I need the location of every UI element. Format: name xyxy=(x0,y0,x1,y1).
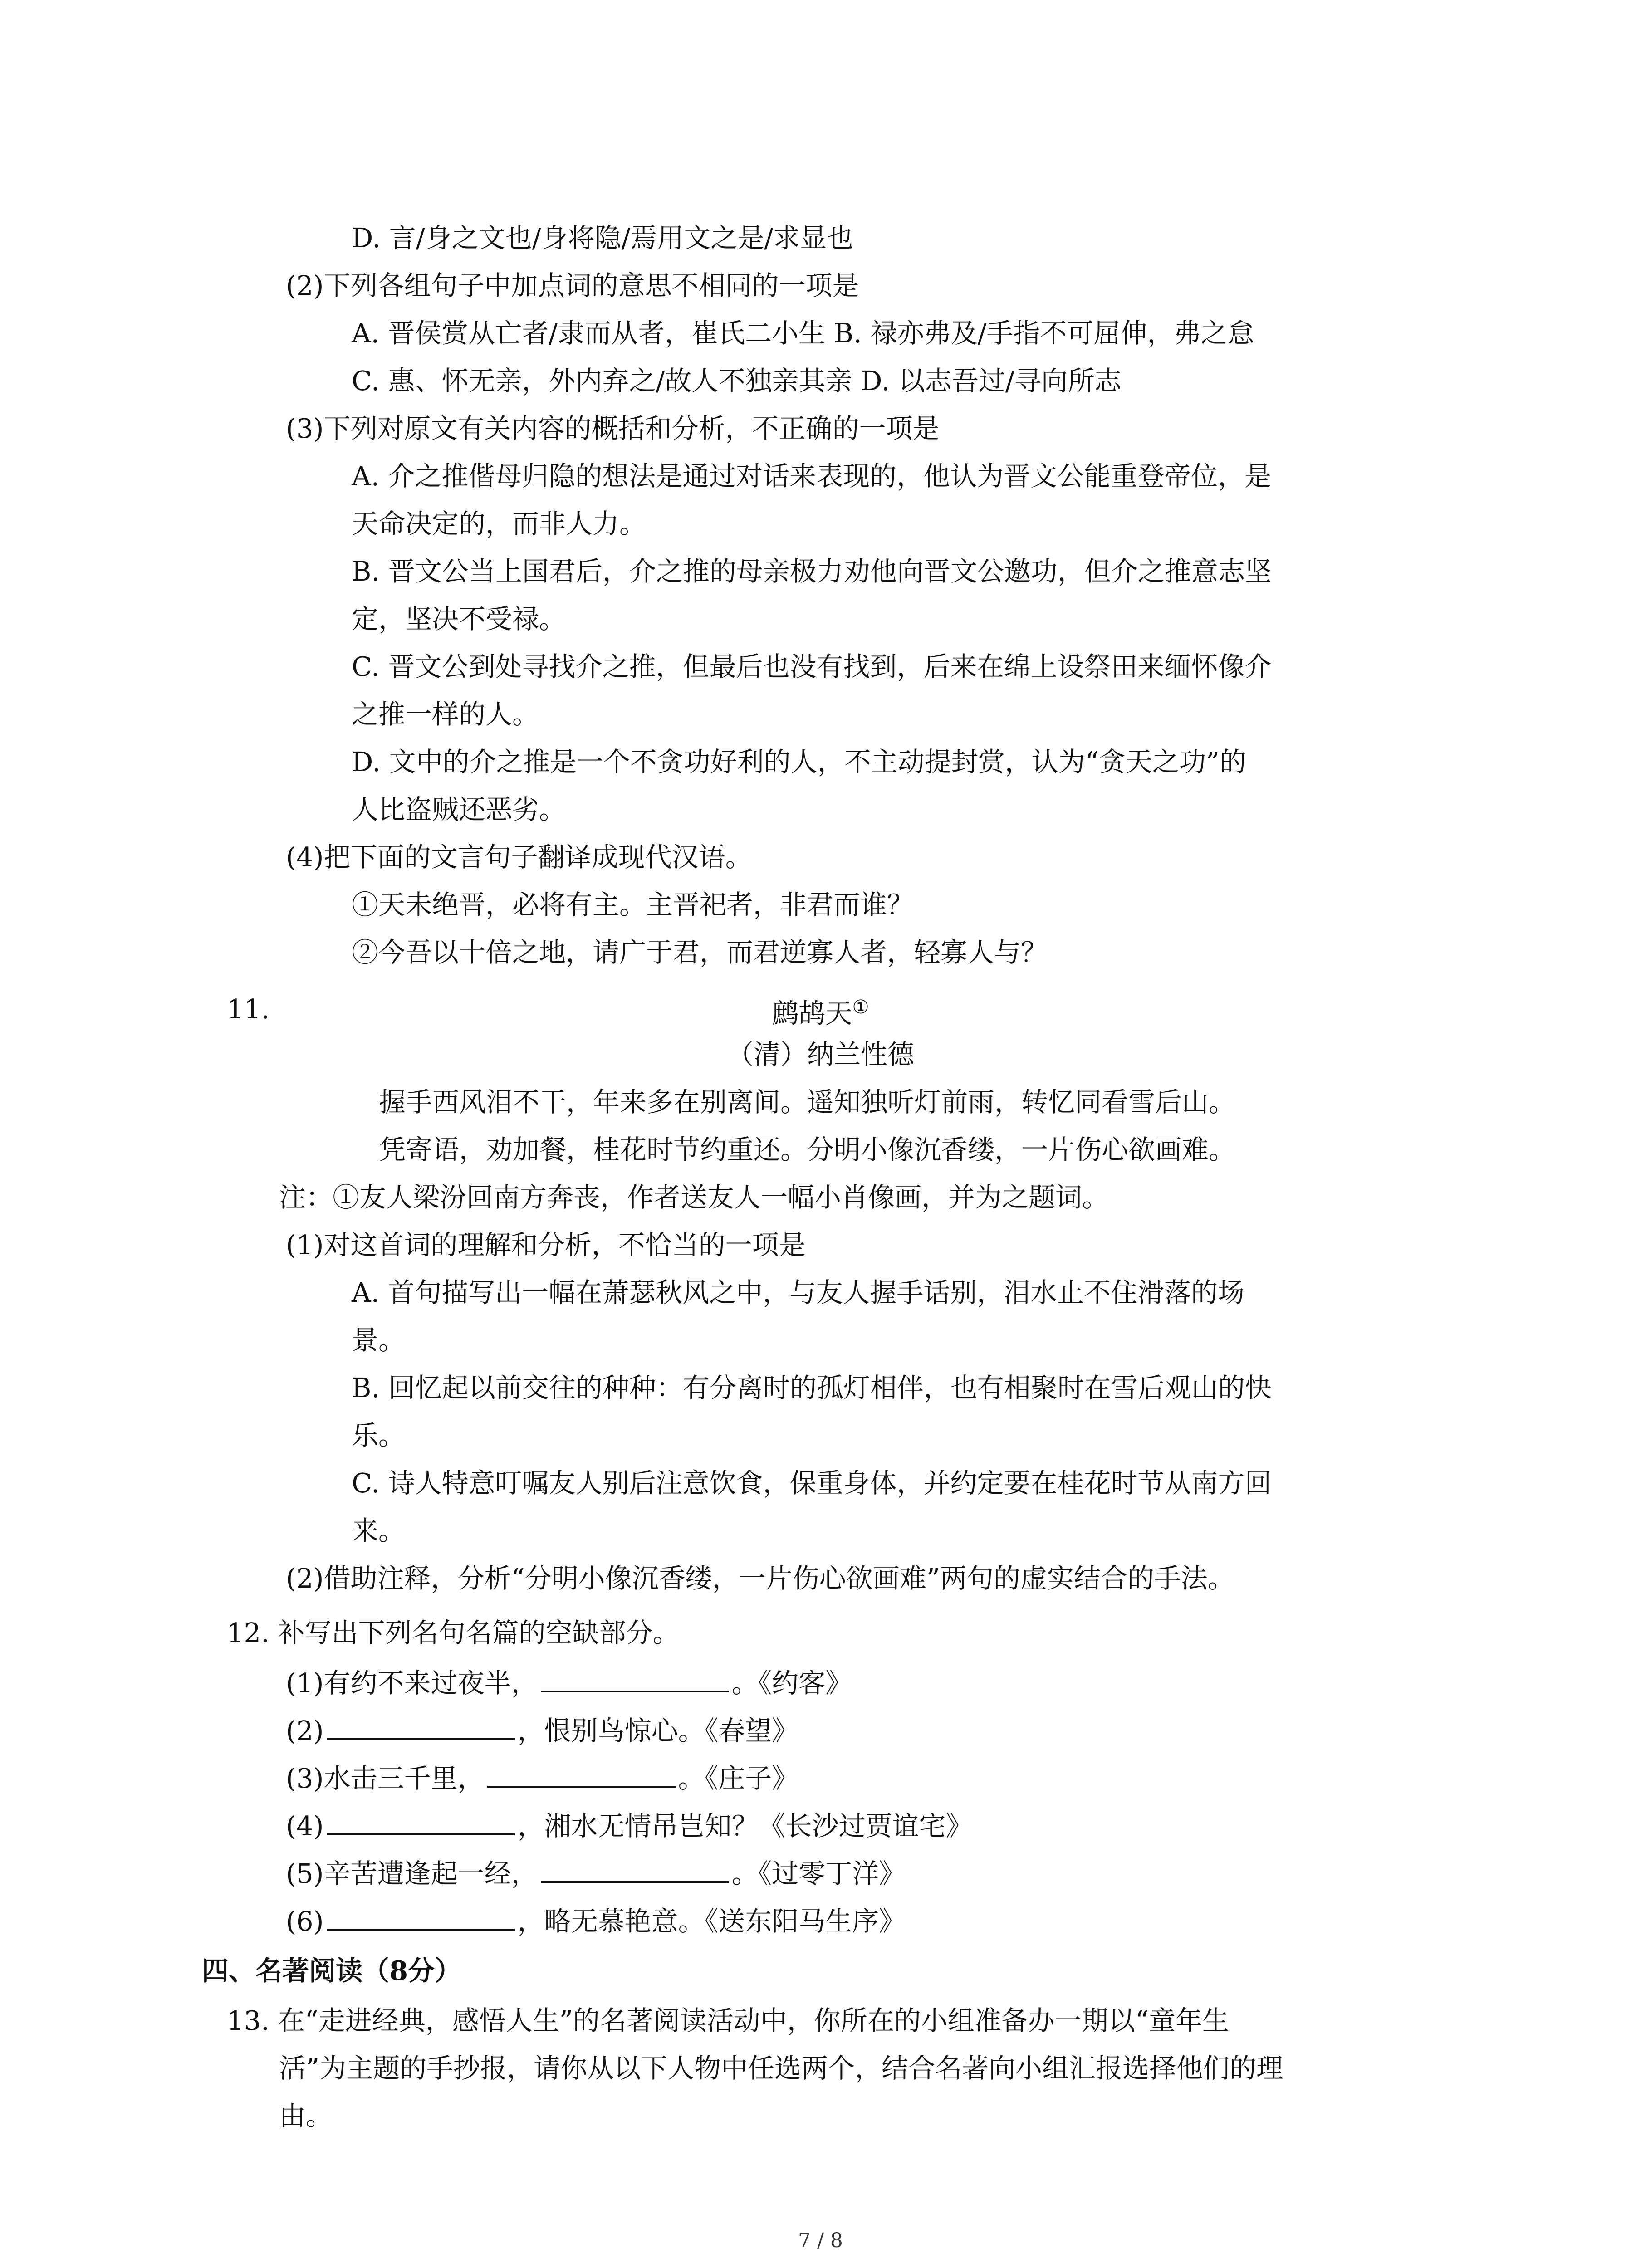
q12-item-4 xyxy=(286,1805,973,1844)
q12-item-3-pre: (3)水击三千里， xyxy=(286,1763,485,1794)
q11-number: 11. xyxy=(227,993,269,1025)
q12-item-1-post: 。《约客》 xyxy=(731,1667,852,1699)
fill-blank[interactable] xyxy=(541,1853,729,1883)
q11-poem-author: （清）纳兰性德 xyxy=(726,1039,914,1070)
q12-item-3-post: 。《庄子》 xyxy=(678,1763,799,1794)
poem-title-text: 鹧鸪天 xyxy=(772,997,852,1029)
q12-item-5-pre: (5)辛苦遭逢起一经， xyxy=(286,1858,538,1889)
q11-note: 注：①友人梁汾回南方奔丧，作者送友人一幅小肖像画，并为之题词。 xyxy=(279,1182,1109,1213)
q10-part3-b-line1: B. 晋文公当上国君后，介之推的母亲极力劝他向晋文公邀功，但介之推意志坚 xyxy=(352,556,1272,587)
q10-part4-stem: (4)把下面的文言句子翻译成现代汉语。 xyxy=(286,841,752,873)
q12-item-3 xyxy=(286,1758,798,1797)
q12-item-6-post: ，略无慕艳意。《送东阳马生序》 xyxy=(517,1906,906,1937)
q12-item-1-pre: (1)有约不来过夜半， xyxy=(286,1667,538,1699)
q12-item-2 xyxy=(286,1710,798,1749)
fill-blank[interactable] xyxy=(327,1805,515,1835)
fill-blank[interactable] xyxy=(327,1710,515,1740)
q10-part3-a-line2: 天命决定的，而非人力。 xyxy=(352,508,647,539)
q10-part3-stem: (3)下列对原文有关内容的概括和分析，不正确的一项是 xyxy=(286,413,940,444)
page-number: 7 / 8 xyxy=(798,2229,843,2252)
q10-part4-sentence1: ①天未绝晋，必将有主。主晋祀者，非君而谁？ xyxy=(352,889,914,920)
q13-line-2: 活”为主题的手抄报，请你从以下人物中任选两个，结合名著向小组汇报选择他们的理 xyxy=(279,2053,1283,2084)
q10-part3-d-line1: D. 文中的介之推是一个不贪功好利的人，不主动提封赏，认为“贪天之功”的 xyxy=(352,746,1247,777)
q11-option-b-line1: B. 回忆起以前交往的种种：有分离时的孤灯相伴，也有相聚时在雪后观山的快 xyxy=(352,1372,1272,1403)
q10-part4-sentence2: ②今吾以十倍之地，请广于君，而君逆寡人者，轻寡人与？ xyxy=(352,937,1048,968)
q10-option-d: D. 言/身之文也/身将隐/焉用文之是/求显也 xyxy=(352,222,854,254)
section-4-heading: 四、名著阅读（8分） xyxy=(202,1955,462,1986)
q11-verse-1: 握手西风泪不干，年来多在别离间。遥知独听灯前雨，转忆同看雪后山。 xyxy=(379,1086,1236,1118)
q11-part2-stem: (2)借助注释，分析“分明小像沉香缕，一片伤心欲画难”两句的虚实结合的手法。 xyxy=(286,1563,1234,1594)
q11-verse-2: 凭寄语，劝加餐，桂花时节约重还。分明小像沉香缕，一片伤心欲画难。 xyxy=(379,1134,1236,1165)
q12-item-2-pre: (2) xyxy=(286,1715,324,1746)
q13-line-1: 13. 在“走进经典，感悟人生”的名著阅读活动中，你所在的小组准备办一期以“童年生 xyxy=(227,2005,1230,2036)
q11-option-c-line2: 来。 xyxy=(352,1515,406,1546)
q12-item-1 xyxy=(286,1662,852,1701)
q10-part2-options-cd: C. 惠、怀无亲，外内弃之/故人不独亲其亲 D. 以志吾过/寻向所志 xyxy=(352,365,1122,396)
fill-blank[interactable] xyxy=(327,1901,515,1931)
q11-part1-stem: (1)对这首词的理解和分析，不恰当的一项是 xyxy=(286,1229,806,1261)
q12-item-2-post: ，恨别鸟惊心。《春望》 xyxy=(517,1715,799,1746)
q12-item-5-post: 。《过零丁洋》 xyxy=(731,1858,906,1889)
fill-blank[interactable] xyxy=(487,1758,676,1788)
q10-part2-options-ab: A. 晋侯赏从亡者/隶而从者，崔氏二小生 B. 禄亦弗及/手指不可屈伸，弗之怠 xyxy=(352,318,1254,349)
q10-part3-c-line2: 之推一样的人。 xyxy=(352,699,539,730)
q12-item-6 xyxy=(286,1901,906,1940)
q11-poem-title xyxy=(0,989,1641,1032)
q12-item-5 xyxy=(286,1853,906,1892)
q10-part3-c-line1: C. 晋文公到处寻找介之推，但最后也没有找到，后来在绵上设祭田来缅怀像介 xyxy=(352,651,1272,682)
q13-line-3: 由。 xyxy=(279,2100,333,2131)
q11-option-b-line2: 乐。 xyxy=(352,1420,406,1451)
q10-part3-a-line1: A. 介之推偕母归隐的想法是通过对话来表现的，他认为晋文公能重登帝位，是 xyxy=(352,460,1272,492)
q12-item-4-pre: (4) xyxy=(286,1810,324,1842)
q10-part2-stem: (2)下列各组句子中加点词的意思不相同的一项是 xyxy=(286,270,859,301)
fill-blank[interactable] xyxy=(541,1662,729,1692)
q10-part3-d-line2: 人比盗贼还恶劣。 xyxy=(352,794,566,825)
q10-part3-b-line2: 定，坚决不受禄。 xyxy=(352,603,566,635)
q11-option-a-line1: A. 首句描写出一幅在萧瑟秋风之中，与友人握手话别，泪水止不住滑落的场 xyxy=(352,1277,1245,1308)
poem-title-note-mark: ① xyxy=(852,996,869,1018)
q12-item-4-post: ，湘水无情吊岂知？《长沙过贾谊宅》 xyxy=(517,1810,973,1842)
q11-option-c-line1: C. 诗人特意叮嘱友人别后注意饮食，保重身体，并约定要在桂花时节从南方回 xyxy=(352,1467,1272,1499)
q12-stem: 12. 补写出下列名句名篇的空缺部分。 xyxy=(227,1617,680,1648)
q12-item-6-pre: (6) xyxy=(286,1906,324,1937)
q11-option-a-line2: 景。 xyxy=(352,1325,406,1356)
